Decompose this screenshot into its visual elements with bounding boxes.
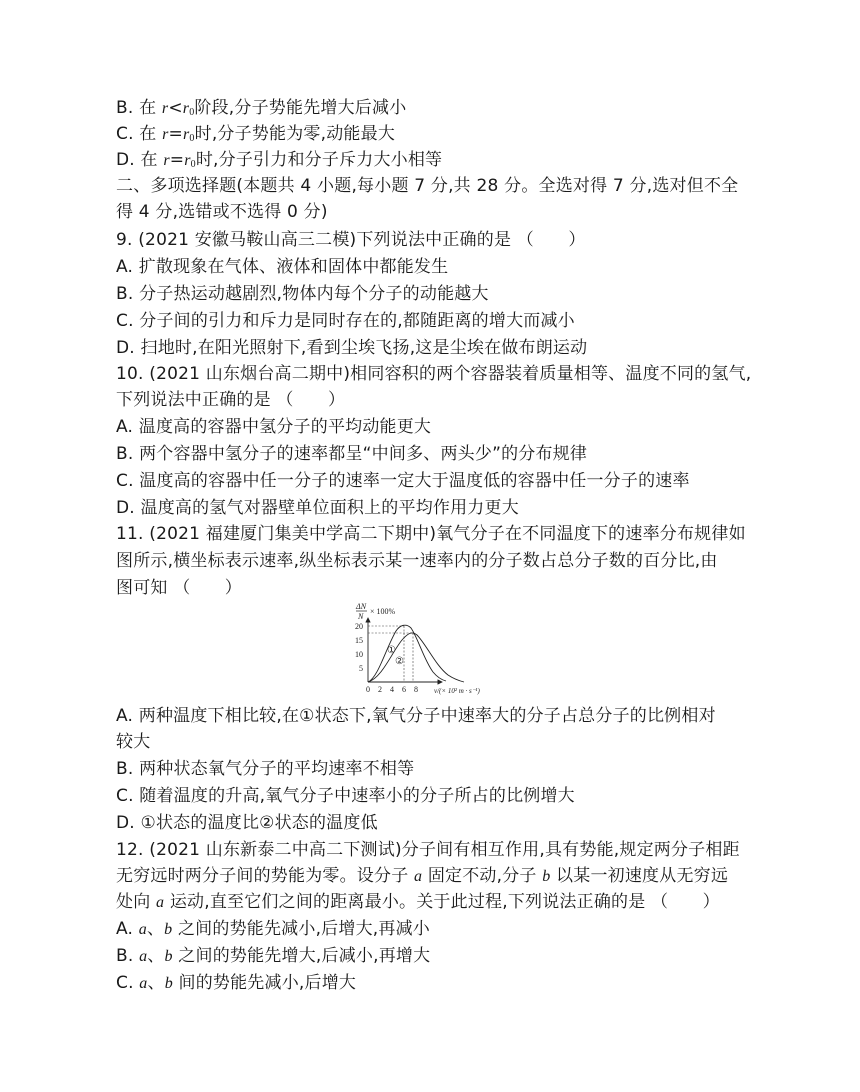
option-a-q11-cont: 较大 (116, 732, 151, 752)
option-a-q12: A. a、b 之间的势能先减小,后增大,再减小 (116, 919, 430, 939)
option-d-q9: D. 扫地时,在阳光照射下,看到尘埃飞扬,这是尘埃在做布朗运动 (116, 338, 588, 358)
option-c-q12: C. a、b 间的势能先减小,后增大 (116, 973, 357, 993)
y-ticks (355, 622, 363, 673)
x-tick-label: 4 (390, 685, 394, 694)
option-d-q8: D. 在 $r=r_0$时,分子引力和分子斥力大小相等 (116, 150, 443, 170)
option-b-q9: B. 分子热运动越剧烈,物体内每个分子的动能越大 (116, 284, 489, 304)
question-11-cont2: 图可知 （ ） (116, 578, 243, 598)
y-tick-label: 10 (355, 650, 363, 659)
option-a-q10: A. 温度高的容器中氢分子的平均动能更大 (116, 417, 432, 437)
question-12-cont2: 处向 a 运动,直至它们之间的距离最小。关于此过程,下列说法正确的是 （ ） (116, 892, 720, 912)
question-10-cont: 下列说法中正确的是 （ ） (116, 390, 346, 410)
option-b-q10: B. 两个容器中氢分子的速率都呈“中间多、两头少”的分布规律 (116, 444, 588, 464)
x-tick-label: 8 (414, 685, 418, 694)
option-b-q8: B. 在 $r<r_0$阶段,分子势能先增大后减小 (116, 98, 407, 118)
option-b-q12: B. a、b 之间的势能先增大,后减小,再增大 (116, 946, 431, 966)
ylabel-denominator: N (358, 612, 364, 621)
curve-2-label: ② (395, 656, 404, 667)
option-a-q11: A. 两种温度下相比较,在①状态下,氧气分子中速率大的分子占总分子的比例相对 (116, 706, 716, 726)
question-11-cont: 图所示,横坐标表示速率,纵坐标表示某一速率内的分子数占总分子数的百分比,由 (116, 551, 718, 571)
question-10: 10. (2021 山东烟台高二期中)相同容积的两个容器装着质量相等、温度不同的氢气, (116, 364, 752, 384)
question-12-cont: 无穷远时两分子间的势能为零。设分子 a 固定不动,分子 b 以某一初速度从无穷远 (116, 866, 729, 886)
section-heading: 二、多项选择题(本题共 4 小题,每小题 7 分,共 28 分。全选对得 7 分,选对但不全 (116, 176, 739, 196)
speed-distribution-figure (354, 598, 510, 696)
option-c-q10: C. 温度高的容器中任一分子的速率一定大于温度低的容器中任一分子的速率 (116, 471, 690, 491)
option-c-q8: C. 在 $r=r_0$时,分子势能为零,动能最大 (116, 124, 396, 144)
question-11: 11. (2021 福建厦门集美中学高二下期中)氧气分子在不同温度下的速率分布规律如 (116, 524, 746, 544)
question-9: 9. (2021 安徽马鞍山高三二模)下列说法中正确的是 （ ） (116, 230, 586, 250)
option-c-q11: C. 随着温度的升高,氧气分子中速率小的分子所占的比例增大 (116, 786, 575, 806)
y-tick-label: 5 (359, 664, 363, 673)
x-tick-label: 2 (378, 685, 382, 694)
option-b-q11: B. 两种状态氧气分子的平均速率不相等 (116, 759, 415, 779)
ylabel-tail: × 100% (370, 607, 396, 616)
x-ticks (366, 685, 418, 694)
x-axis-label: v/(× 10² m · s⁻¹) (434, 687, 480, 695)
option-c-q9: C. 分子间的引力和斥力是同时存在的,都随距离的增大而减小 (116, 311, 575, 331)
section-heading-cont: 得 4 分,选错或不选得 0 分) (116, 202, 328, 222)
option-d-q10: D. 温度高的氢气对器壁单位面积上的平均作用力更大 (116, 498, 519, 518)
y-tick-label: 15 (355, 636, 363, 645)
y-tick-label: 20 (355, 622, 363, 631)
x-tick-label: 0 (366, 685, 370, 694)
option-a-q9: A. 扩散现象在气体、液体和固体中都能发生 (116, 257, 449, 277)
option-d-q11: D. ①状态的温度比②状态的温度低 (116, 813, 378, 833)
curve-2 (368, 633, 464, 682)
question-12: 12. (2021 山东新泰二中高二下测试)分子间有相互作用,具有势能,规定两分子相距 (116, 840, 740, 860)
ylabel-numerator: ΔN (356, 602, 367, 611)
curve-1-label: ① (387, 645, 396, 656)
x-tick-label: 6 (402, 685, 406, 694)
